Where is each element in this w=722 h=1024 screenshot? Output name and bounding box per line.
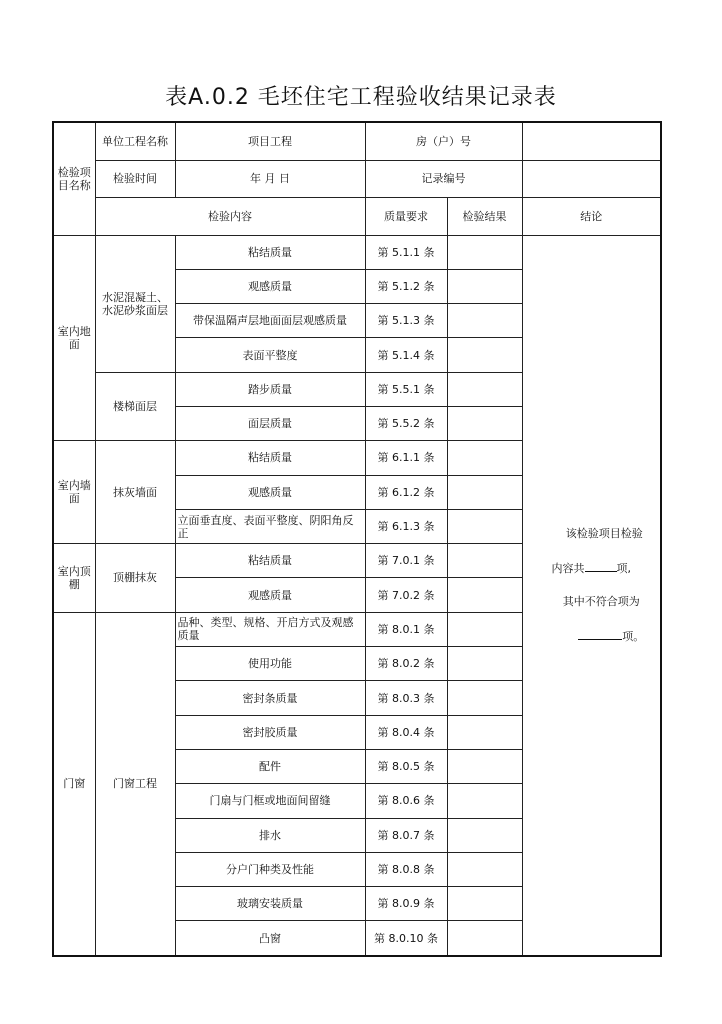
unit-project-label: 单位工程名称	[95, 122, 175, 160]
requirement-cell: 第 8.0.4 条	[365, 715, 447, 749]
content-cell: 品种、类型、规格、开启方式及观感质量	[175, 612, 365, 646]
subsection-wall-plaster: 抹灰墙面	[95, 441, 175, 544]
page-title: 表A.0.2 毛坯住宅工程验收结果记录表	[165, 85, 557, 110]
result-cell[interactable]	[447, 509, 522, 543]
content-cell: 门扇与门框或地面间留缝	[175, 784, 365, 818]
result-cell[interactable]	[447, 749, 522, 783]
content-cell: 粘结质量	[175, 544, 365, 578]
result-cell[interactable]	[447, 715, 522, 749]
content-cell: 观感质量	[175, 269, 365, 303]
conclusion-line3: 其中不符合项为	[562, 595, 640, 609]
content-cell: 密封条质量	[175, 681, 365, 715]
content-cell: 粘结质量	[175, 441, 365, 475]
content-cell: 立面垂直度、表面平整度、阴阳角反正	[175, 509, 365, 543]
result-cell[interactable]	[447, 784, 522, 818]
conclusion-line4	[527, 628, 657, 643]
result-cell[interactable]	[447, 406, 522, 440]
result-cell[interactable]	[447, 372, 522, 406]
header-row-time	[53, 160, 661, 198]
header-row-unit	[53, 122, 661, 160]
result-cell[interactable]	[447, 269, 522, 303]
content-cell: 表面平整度	[175, 338, 365, 372]
requirement-cell: 第 5.1.4 条	[365, 338, 447, 372]
col-result-header: 检验结果	[447, 198, 522, 236]
content-cell: 粘结质量	[175, 235, 365, 269]
result-cell[interactable]	[447, 475, 522, 509]
content-cell: 密封胶质量	[175, 715, 365, 749]
result-cell[interactable]	[447, 304, 522, 338]
requirement-cell: 第 6.1.3 条	[365, 509, 447, 543]
result-cell[interactable]	[447, 681, 522, 715]
subsection-floor-cement: 水泥混凝土、水泥砂浆面层	[95, 235, 175, 372]
subsection-ceiling-plaster: 顶棚抹灰	[95, 544, 175, 613]
result-cell[interactable]	[447, 544, 522, 578]
inspect-item-name-label: 检验项目名称	[53, 122, 95, 235]
table-row	[53, 235, 661, 269]
conclusion-line2	[527, 560, 657, 575]
requirement-cell: 第 8.0.3 条	[365, 681, 447, 715]
requirement-cell: 第 5.1.1 条	[365, 235, 447, 269]
room-label: 房（户）号	[365, 122, 522, 160]
result-cell[interactable]	[447, 852, 522, 886]
record-no-value[interactable]	[522, 160, 661, 198]
item-count-blank[interactable]	[585, 560, 617, 572]
col-conclusion-header: 结论	[522, 198, 661, 236]
col-content-header: 检验内容	[95, 198, 365, 236]
requirement-cell: 第 7.0.2 条	[365, 578, 447, 612]
requirement-cell: 第 5.5.2 条	[365, 406, 447, 440]
requirement-cell: 第 5.1.3 条	[365, 304, 447, 338]
record-no-label: 记录编号	[365, 160, 522, 198]
header-row-columns	[53, 198, 661, 236]
nonconforming-count-blank[interactable]	[578, 628, 622, 640]
content-cell: 分户门种类及性能	[175, 852, 365, 886]
requirement-cell: 第 5.5.1 条	[365, 372, 447, 406]
section-ceiling: 室内顶棚	[53, 544, 95, 613]
requirement-cell: 第 8.0.9 条	[365, 887, 447, 921]
content-cell: 玻璃安装质量	[175, 887, 365, 921]
requirement-cell: 第 7.0.1 条	[365, 544, 447, 578]
requirement-cell: 第 8.0.7 条	[365, 818, 447, 852]
conclusion-line2b: 项,	[616, 562, 631, 576]
content-cell: 面层质量	[175, 406, 365, 440]
result-cell[interactable]	[447, 578, 522, 612]
result-cell[interactable]	[447, 647, 522, 681]
result-cell[interactable]	[447, 818, 522, 852]
requirement-cell: 第 6.1.2 条	[365, 475, 447, 509]
content-cell: 排水	[175, 818, 365, 852]
requirement-cell: 第 8.0.2 条	[365, 647, 447, 681]
requirement-cell: 第 8.0.5 条	[365, 749, 447, 783]
requirement-cell: 第 5.1.2 条	[365, 269, 447, 303]
requirement-cell: 第 8.0.8 条	[365, 852, 447, 886]
conclusion-cell	[522, 235, 661, 956]
requirement-cell: 第 8.0.6 条	[365, 784, 447, 818]
section-door-window: 门窗	[53, 612, 95, 955]
subsection-stairs: 楼梯面层	[95, 372, 175, 441]
result-cell[interactable]	[447, 441, 522, 475]
subsection-door-window-works: 门窗工程	[95, 612, 175, 955]
content-cell: 使用功能	[175, 647, 365, 681]
result-cell[interactable]	[447, 235, 522, 269]
result-cell[interactable]	[447, 921, 522, 956]
result-cell[interactable]	[447, 887, 522, 921]
conclusion-line4-text: 项。	[622, 630, 645, 644]
section-floor: 室内地面	[53, 235, 95, 441]
section-wall: 室内墙面	[53, 441, 95, 544]
requirement-cell: 第 8.0.1 条	[365, 612, 447, 646]
result-cell[interactable]	[447, 338, 522, 372]
content-cell: 观感质量	[175, 578, 365, 612]
content-cell: 观感质量	[175, 475, 365, 509]
conclusion-line2a: 内容共	[551, 562, 585, 576]
requirement-cell: 第 8.0.10 条	[365, 921, 447, 956]
inspect-time-value[interactable]: 年 月 日	[175, 160, 365, 198]
result-cell[interactable]	[447, 612, 522, 646]
inspect-time-label: 检验时间	[95, 160, 175, 198]
col-quality-header: 质量要求	[365, 198, 447, 236]
content-cell: 凸窗	[175, 921, 365, 956]
conclusion-line1: 该检验项目检验	[565, 527, 643, 541]
unit-project-value[interactable]: 项目工程	[175, 122, 365, 160]
content-cell: 踏步质量	[175, 372, 365, 406]
acceptance-record-table	[52, 121, 662, 957]
requirement-cell: 第 6.1.1 条	[365, 441, 447, 475]
content-cell: 配件	[175, 749, 365, 783]
content-cell: 带保温隔声层地面面层观感质量	[175, 304, 365, 338]
room-value[interactable]	[522, 122, 661, 160]
